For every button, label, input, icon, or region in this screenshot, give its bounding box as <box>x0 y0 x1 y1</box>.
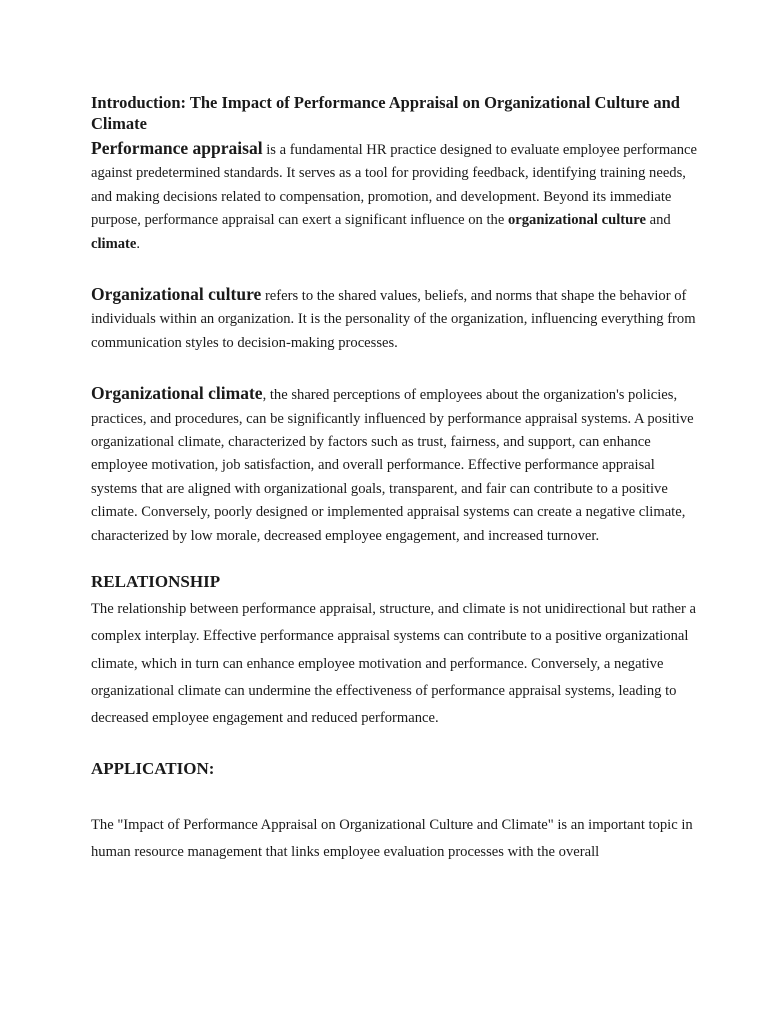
paragraph-text: . <box>136 235 141 252</box>
heading-relationship: RELATIONSHIP <box>91 572 221 592</box>
document-title: Introduction: The Impact of Performance Appraisal on Organizational Culture and Climate <box>91 93 680 133</box>
paragraph-text: refers to the shared values, beliefs, and norms that shape the behavior of individuals within an organization. It is the personality of the organization, influencing everything from communication styles to decision-making processes. <box>91 288 696 351</box>
document-page <box>91 92 703 867</box>
paragraph-text: , the shared perceptions of employees about the organization's policies, practices, and procedures, can be significantly influenced by performance appraisal systems. A positive organizational climate, characterized by factors such as trust, fairness, and support, can enhance employee motivation, job satisfaction, and overall performance. Effective performance appraisal systems that are aligned with organizational goals, transparent, and fair can contribute to a positive climate. Conversely, poorly designed or implemented appraisal systems can create a negative climate, characterized by low morale, decreased employee engagement, and increased turnover. <box>91 387 694 544</box>
paragraph-text: and <box>645 212 671 229</box>
term-organizational-culture-lead: Organizational culture <box>91 284 262 305</box>
term-climate: climate <box>91 235 137 252</box>
paragraph-application: The "Impact of Performance Appraisal on Organizational Culture and Climate" is an important topic in human resource management that links employee evaluation processes with the overall <box>91 817 693 861</box>
paragraph-relationship: The relationship between performance appraisal, structure, and climate is not unidirectional but rather a complex interplay. Effective performance appraisal systems can contribute to a positive organizational climate, which in turn can enhance employee motivation and performance. Conversely, a negative organizational climate can undermine the effectiveness of performance appraisal systems, leading to decreased employee engagement and reduced performance. <box>91 601 696 726</box>
paragraph-organizational-climate <box>91 382 703 548</box>
paragraph-organizational-culture <box>91 283 703 355</box>
term-organizational-culture: organizational culture <box>507 212 646 229</box>
heading-application: APPLICATION: <box>91 759 215 779</box>
paragraph-text: is a fundamental HR practice designed to evaluate employee performance against predetermined standards. It serves as a tool for providing feedback, identifying training needs, and making decisions related to compensation, promotion, and development. Beyond its immediate purpose, performance appraisal can exert a significant influence on the <box>91 142 697 229</box>
term-performance-appraisal: Performance appraisal <box>91 138 263 158</box>
paragraph-performance-appraisal <box>91 137 703 256</box>
term-organizational-climate-lead: Organizational climate <box>91 383 263 404</box>
